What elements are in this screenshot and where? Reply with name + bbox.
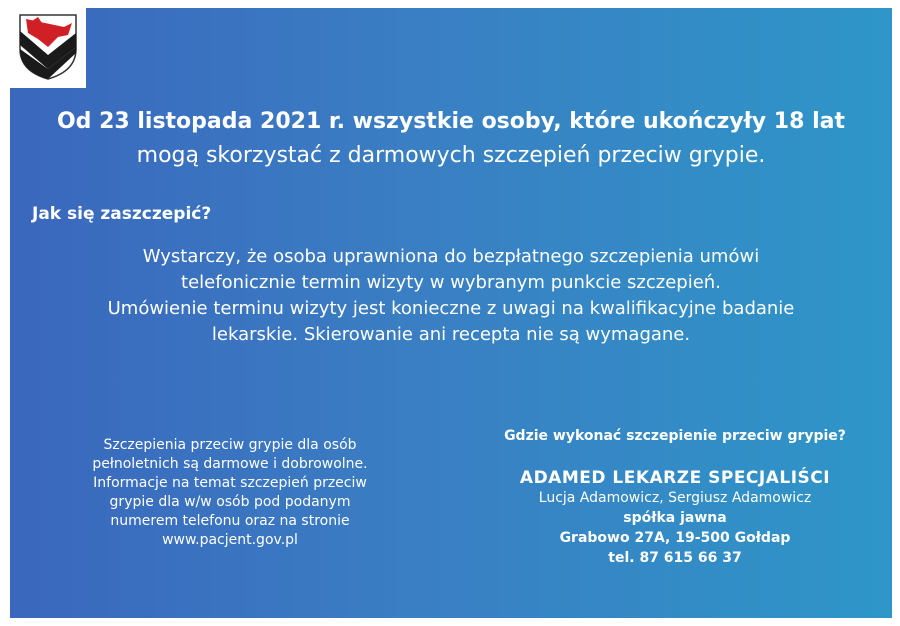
note-line: numerem telefonu oraz na stronie — [110, 513, 350, 529]
how-line: telefonicznie termin wizyty w wybranym punkcie szczepień. — [181, 272, 721, 293]
how-line: Wystarczy, że osoba uprawniona do bezpłatnego szczepienia umówi — [142, 246, 760, 267]
how-heading: Jak się zaszczepić? — [32, 204, 212, 224]
headline — [10, 105, 892, 173]
company-form: spółka jawna — [623, 510, 727, 526]
note-line: Informacje na temat szczepień przeciw — [93, 475, 367, 491]
note-line: pełnoletnich są darmowe i dobrowolne. — [92, 456, 368, 472]
company-address: Grabowo 27A, 19-500 Gołdap — [559, 530, 791, 546]
crest-container — [10, 8, 86, 88]
coat-of-arms-icon — [18, 13, 78, 81]
how-line: Umówienie terminu wizyty jest konieczne z uwagi na kwalifikacyjne badanie — [107, 298, 795, 319]
where-question: Gdzie wykonać szczepienie przeciw grypie? — [504, 428, 846, 444]
info-note — [30, 436, 430, 550]
phone-label: tel. — [608, 550, 635, 566]
company-phone — [465, 548, 885, 568]
phone-number: 87 615 66 37 — [639, 550, 742, 566]
poster-panel — [10, 8, 892, 618]
note-url: www.pacjent.gov.pl — [162, 532, 298, 548]
company-owners: Lucja Adamowicz, Sergiusz Adamowicz — [538, 490, 812, 506]
company-name: ADAMED LEKARZE SPECJALIŚCI — [519, 468, 831, 488]
headline-line-2: mogą skorzystać z darmowych szczepień przeciw grypie. — [136, 143, 766, 168]
how-line: lekarskie. Skierowanie ani recepta nie są wymagane. — [211, 324, 691, 345]
headline-line-1: Od 23 listopada 2021 r. wszystkie osoby, które ukończyły 18 lat — [56, 109, 845, 134]
where-block — [465, 426, 885, 568]
note-line: grypie dla w/w osób pod podanym — [109, 494, 351, 510]
how-body — [10, 244, 892, 348]
note-line: Szczepienia przeciw grypie dla osób — [103, 437, 357, 453]
